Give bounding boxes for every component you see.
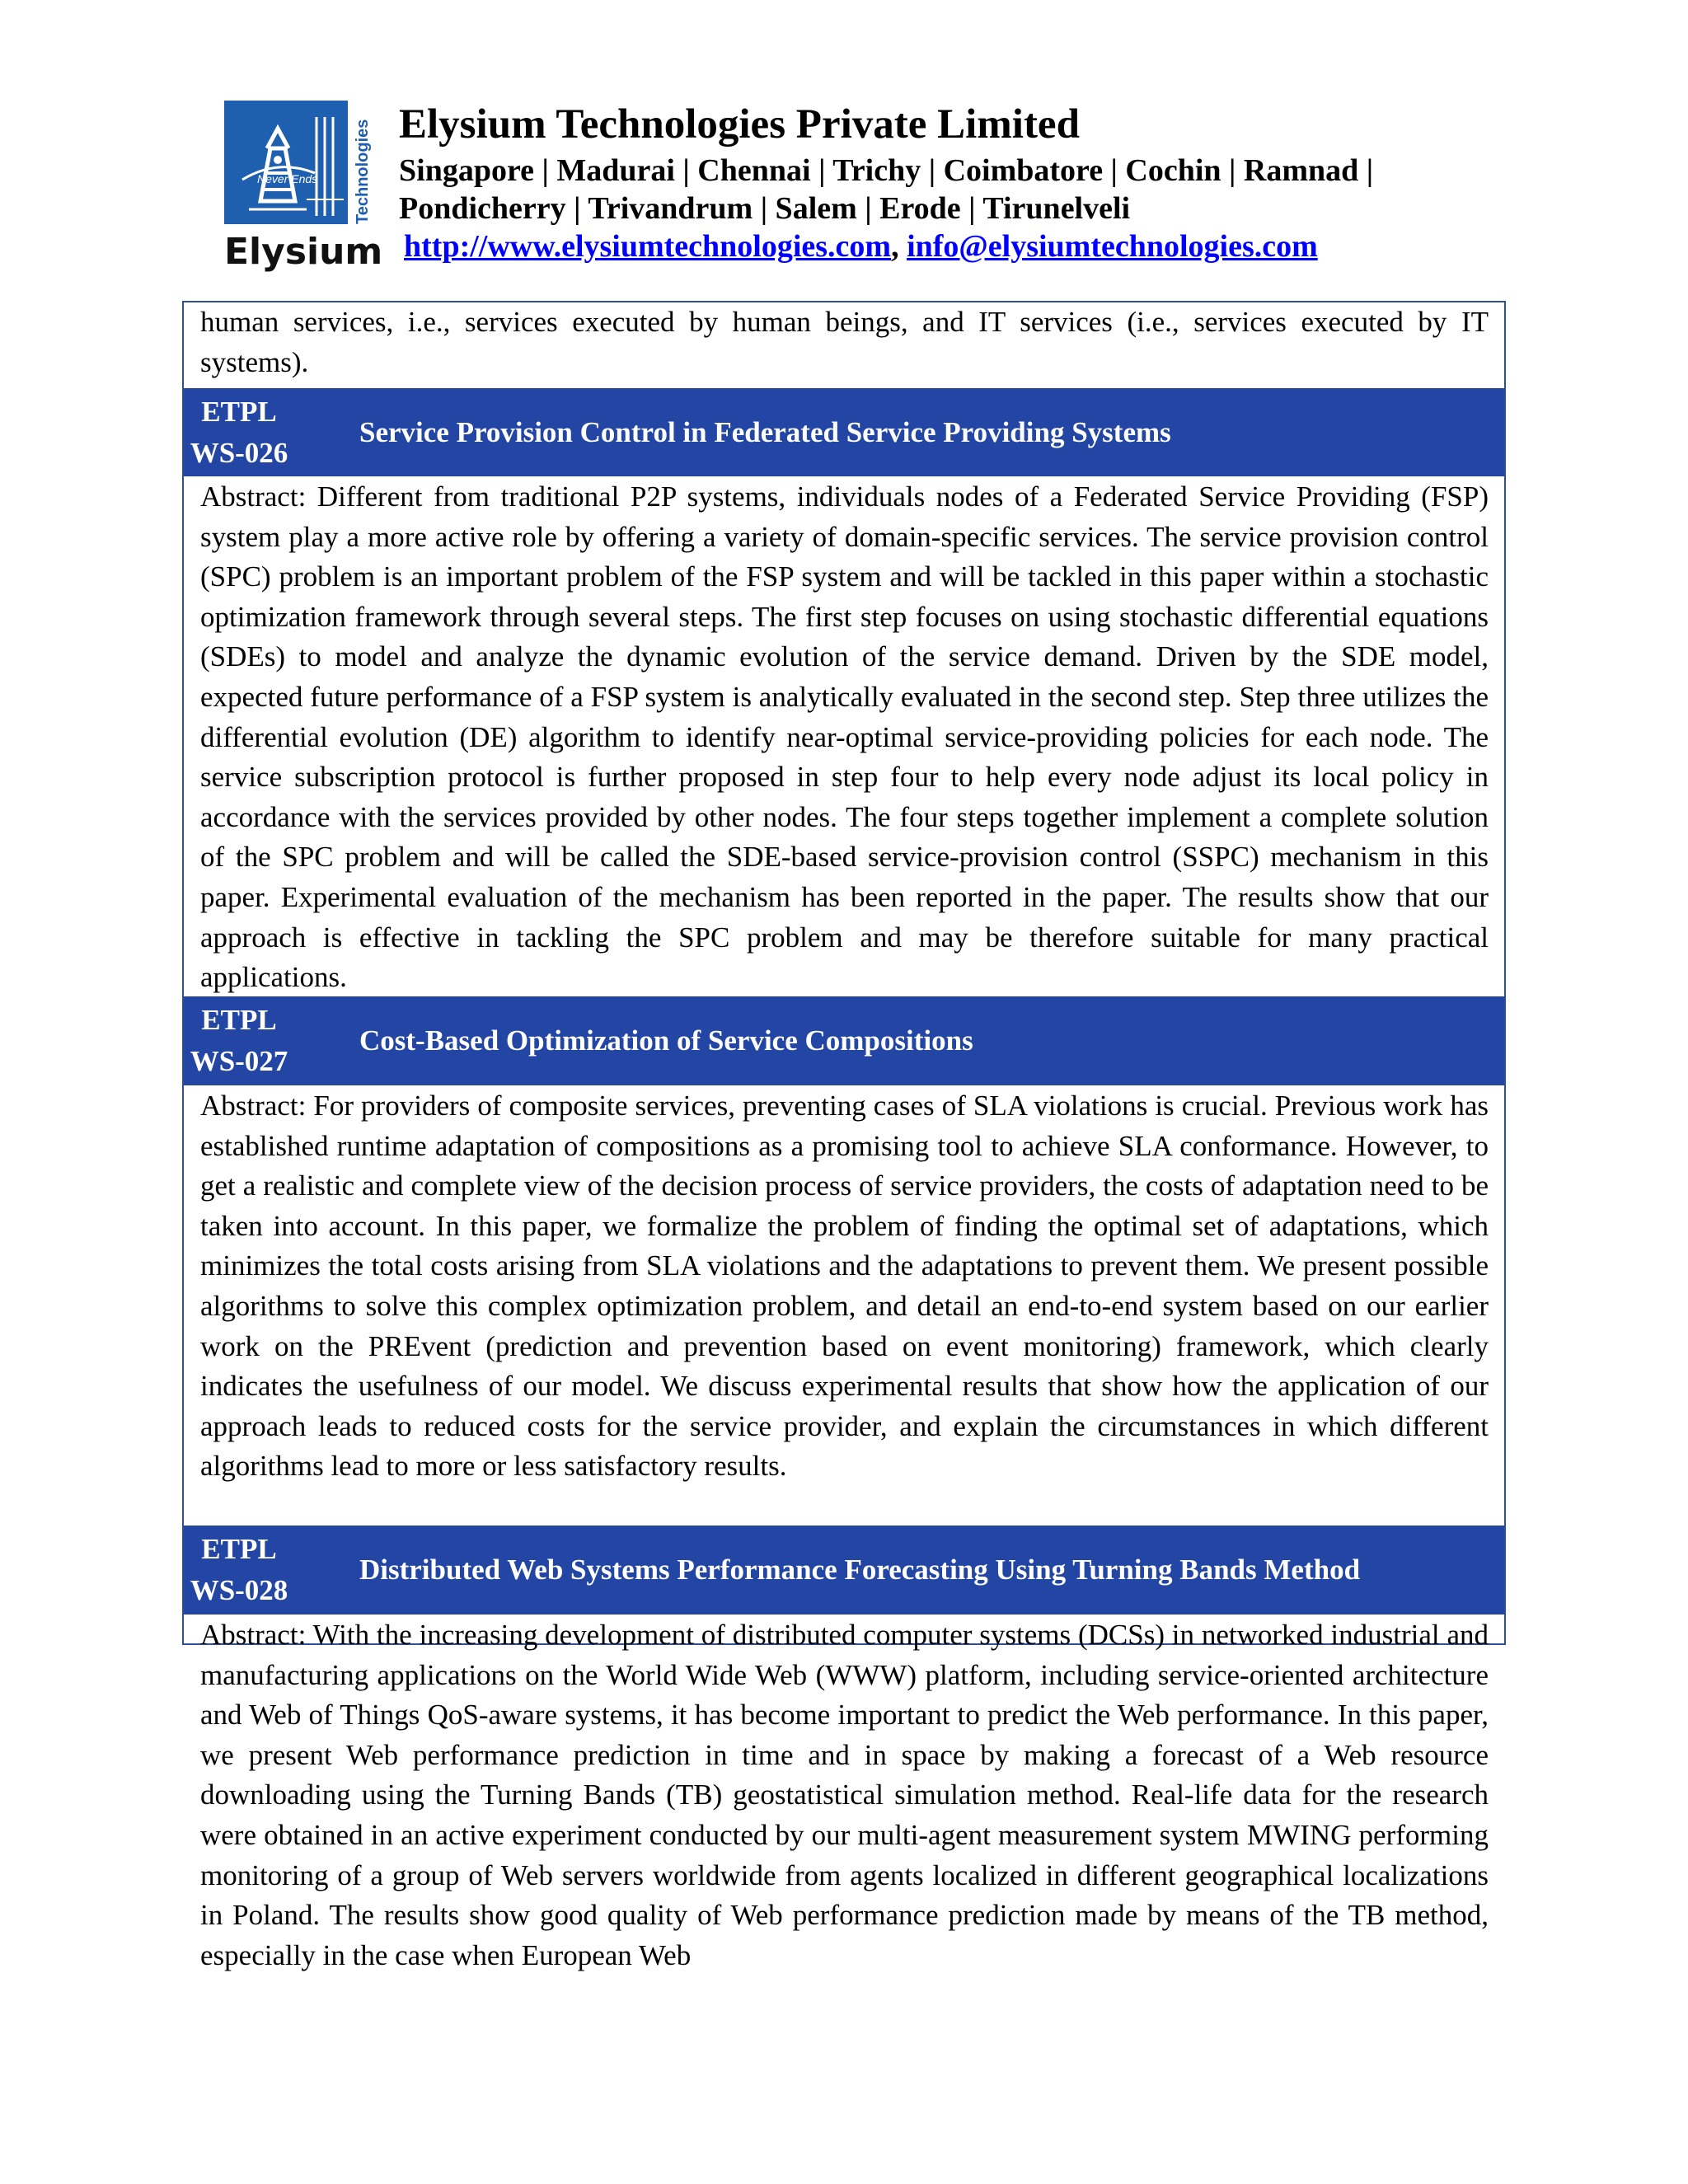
entry-header-ws-026 — [184, 388, 1504, 476]
entry-code: ETPL WS-028 — [190, 1533, 288, 1606]
project-table — [182, 301, 1506, 1971]
entry-title: Service Provision Control in Federated Service Providing Systems — [359, 415, 1171, 448]
continuation-text: human services, i.e., services executed by human beings, and IT services (i.e., services executed by IT systems). — [200, 306, 1489, 378]
entry-code: ETPL WS-027 — [190, 1004, 288, 1077]
company-logo — [224, 97, 383, 274]
entry-header-ws-028 — [184, 1526, 1504, 1615]
link-separator: , — [891, 229, 899, 264]
logo-emblem — [224, 101, 348, 224]
entry-abstract: Abstract: Different from traditional P2P systems, individuals nodes of a Federated Service Providing (FSP) system play a more active role by offering a variety of domain-specific services. The service provision control (SPC) problem is an important problem of the FSP system and will be tackled in this paper within a stochastic optimization framework through several steps. The first step focuses on using stochastic differential equations (SDEs) to model and analyze the dynamic evolution of the service demand. Driven by the SDE model, expected future performance of a FSP system is analytically evaluated in the second step. Step three utilizes the differential evolution (DE) algorithm to identify near-optimal service-providing policies for each node. The service subscription protocol is further proposed in step four to help every node adjust its local policy in accordance with the services provided by other nodes. The four steps together implement a complete solution of the SPC problem and will be called the SDE-based service-provision control (SSPC) mechanism in this paper. Experimental evaluation of the mechanism has been reported in the paper. The results show that our approach is effective in tackling the SPC problem and may be therefore suitable for many practical applications. — [200, 480, 1489, 994]
entry-abstract: Abstract: For providers of composite services, preventing cases of SLA violations is crucial. Previous work has established runtime adaptation of compositions as a promising tool to achieve SLA conformance. However, to get a realistic and complete view of the decision process of service providers, the costs of adaptation need to be taken into account. In this paper, we formalize the problem of finding the optimal set of adaptations, which minimizes the total costs arising from SLA violations and the adaptations to prevent them. We present possible algorithms to solve this complex optimization problem, and detail an end-to-end system based on our earlier work on the PREvent (prediction and prevention based on event monitoring) framework, which clearly indicates the usefulness of our model. We discuss experimental results that show how the application of our approach leads to reduced costs for the service provider, and explain the circumstances in which different algorithms lead to more or less satisfactory results. — [200, 1090, 1489, 1483]
contact-links — [404, 227, 1318, 265]
svg-text:Technologies: Technologies — [354, 119, 372, 224]
entry-title: Cost-Based Optimization of Service Compositions — [359, 1024, 973, 1057]
letterhead — [224, 97, 1510, 274]
svg-text:Never Ends: Never Ends — [257, 172, 318, 185]
entry-abstract: Abstract: With the increasing development of distributed computer systems (DCSs) in networked industrial and manufacturing applications on the World Wide Web (WWW) platform, including service-oriented architecture and Web of Things QoS-aware systems, it has become important to predict the Web performance. In this paper, we present Web performance prediction in time and in space by making a forecast of a Web resource downloading using the Turning Bands (TB) geostatistical simulation method. Real-life data for the research were obtained in an active experiment conducted by our multi-agent measurement system MWING performing monitoring of a group of Web servers worldwide from agents localized in different geographical localizations in Poland. The results show good quality of Web performance prediction made by means of the TB method, especially in the case when European Web — [200, 1619, 1489, 1971]
entry-header-ws-027 — [184, 996, 1504, 1085]
logo-side-text — [348, 101, 373, 224]
email-link[interactable]: info@elysiumtechnologies.com — [907, 229, 1318, 264]
office-locations: Singapore | Madurai | Chennai | Trichy | Coimbatore | Cochin | Ramnad | Pondicherry | Trivandrum | Salem | Erode | Tirunelveli — [399, 153, 1374, 226]
entry-code: ETPL WS-026 — [190, 396, 288, 469]
tower-icon — [224, 101, 348, 224]
entry-title: Distributed Web Systems Performance Forecasting Using Turning Bands Method — [359, 1554, 1361, 1586]
logo-wordmark — [224, 229, 383, 273]
website-link[interactable]: http://www.elysiumtechnologies.com — [404, 229, 892, 264]
company-name: Elysium Technologies Private Limited — [399, 101, 1080, 148]
svg-text:Elysium: Elysium — [224, 231, 383, 273]
